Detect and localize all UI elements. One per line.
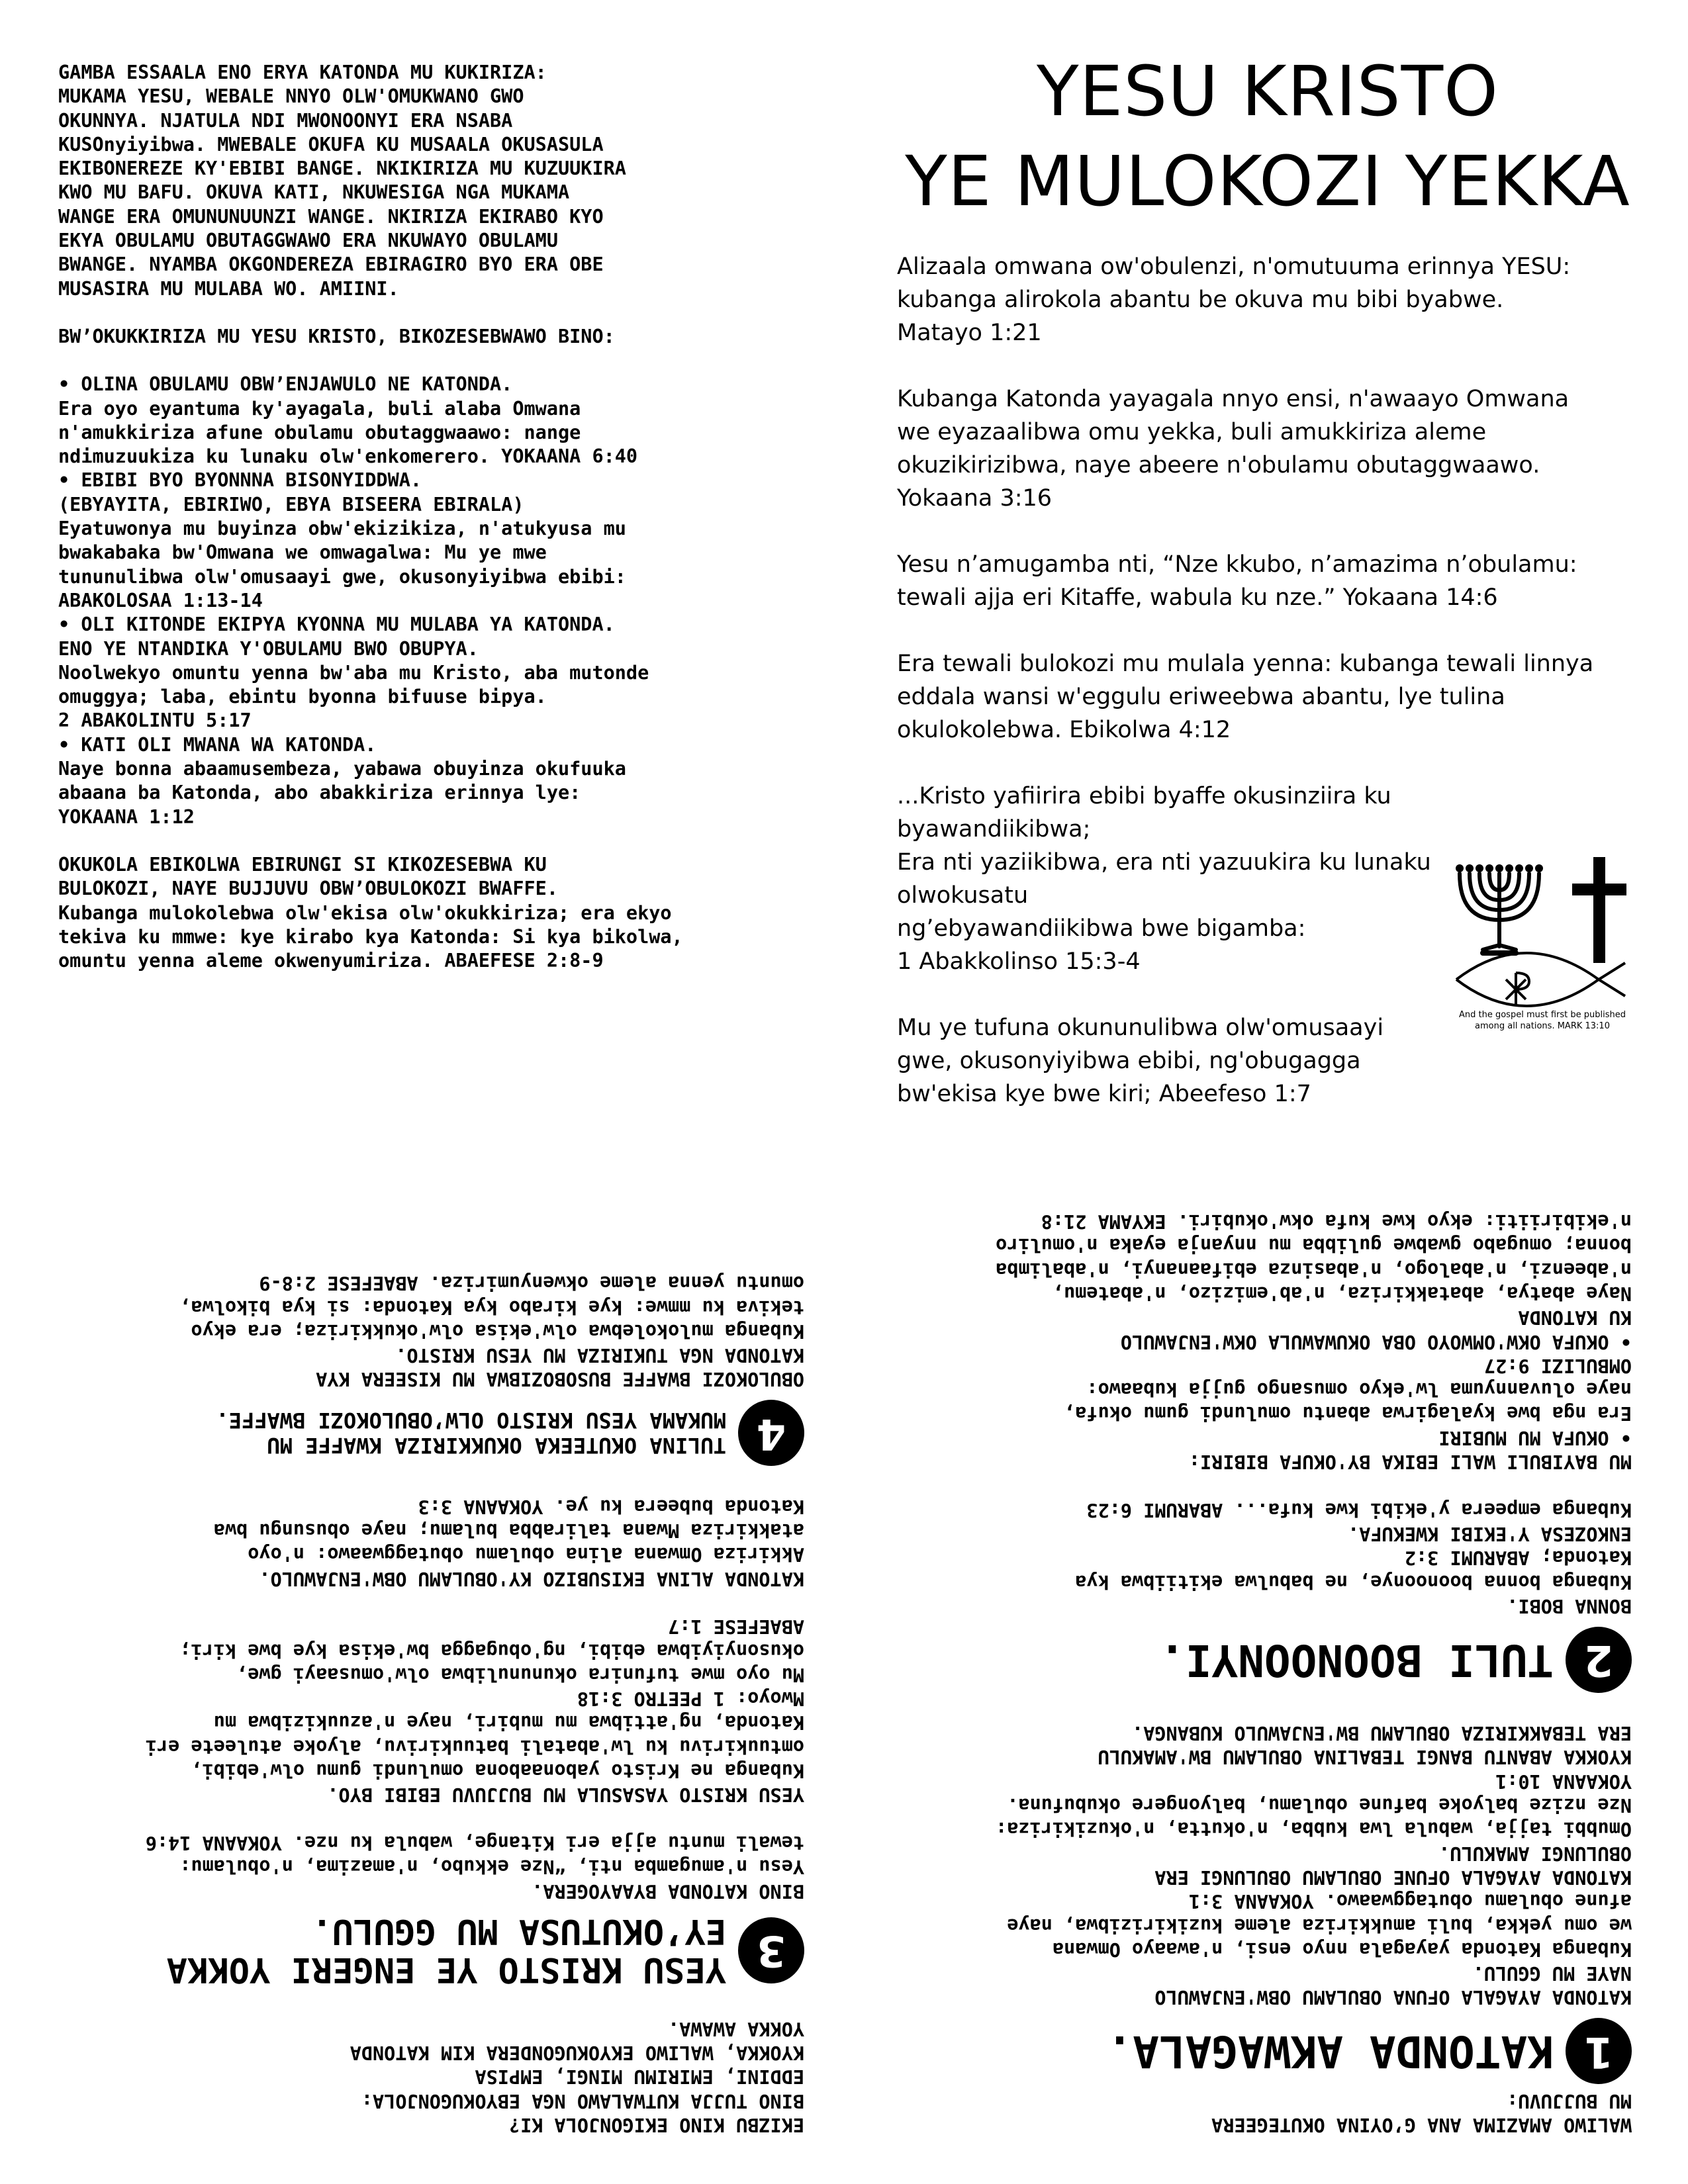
section-2-title: TULI BOONOONYI. (1158, 1634, 1554, 1686)
section-1-title: KATONDA AKWAGALA. (1106, 2026, 1554, 2077)
emblem-caption: And the gospel must first be published among all nations. MARK 13:10 (1458, 1010, 1626, 1031)
menorah-icon (1456, 864, 1543, 953)
inside-right-panel (890, 1104, 1632, 2136)
section-4-number: 4 (738, 1400, 804, 1466)
section-2-body: BONNA BOBI. Kubanga bonna boonoonye, ne babulwa ekitiibwa kya Katonda; ABARUMI 3:2 ENKOZESA Y'EKIBI KWEKUFA. Kubanga empeera y'ekibi kwe kufa... ABARUMI 6:23 MU BAYIBULI WALI EBIKA BY'OKUFA BIBIRI: • OKUFA MU MUBIRI Era nga bwe kyalagirwa abantu omulundi gumu okufa, naye oluvannyuma lw'ekyo omusango gujja kubaawo: OMBULIZI 9:27 • OKUFA OKW'OMWOYO OBA OKUWAWULA OKW'ENJAWULO KU KATONDA Naye abatya, abatakkiriza, n'ab'emizizo, n'abatemu, n'abeenzi, n'abalogo, n'abasinza ebifaananyi, n'abalimba bonna; omugabo gwabwe gulibba mu nnyanja eyaka n'omuliro n'ekibiriiti: ekyo kwe kufa okw'okubiri. EKYAMA 21:8 (996, 1210, 1632, 1617)
section-1-body: KATONDA AYAGALA OFUNA OBULAMU OBW'ENJAWULO NAYE MU GGULU. Kubanga Katonda yayagala nnyo ensi, n'awaayo Omwana we omu yekka, buli amukkiriza aleme kuzikirizibwa, naye afune obulamu obutaggwaawo. YOKAANA 3:1 KATONDA AYAGALA OFUNE OBULAMU OBULUNGI ERA OBULUNGI AMAKULU. Omubbi tajja, wabula lwa kubba, n'okutta, n'okuzikiriza: Nze nzize balyoke bafune obulamu, balyongere okubufuna. YOKAANA 10:1 KYOKKA ABANTU BANGI TEBALINA OBULAMU BW'AMAKULU ERA TEBAKKIRIZA OBULAMU BW'ENJAWULO KUBANGA. (996, 1722, 1632, 2009)
section-3-body: BINO KATONDA BYAAYOGERA. Yesu n'amugamba nti, “Nze ekkubo, n'amazima, n'obulamu: tewali muntu ajja eri Kitange, wabula ku nze. YOKAANA 14:6 YESU KRISTO YASASULA MU BUJJUVU EBIBI BYO. Kubanga ne Kristo yabonaabona omulundi gumu olw'ebibi, omtuukirivu ku lw'abatali batuukirivu, alyoke atuleete eri Katonda, ng'attibwa mu mubiri, naye n'azuukizibwa mu Mwoyo: 1 PEETRO 3:18 Mu oyo mwe tufunira okununulibwa olw'omusaayi gwe, okusonyiyibwa ebibi, ng'obugagga bw'ekisa kye bwe kiri; ABAEFESE 1:7 KATONDA ALINA EKISUBIZO KY'OBULAMU OBW'ENJAWULO. Akkiriza Omwana alina obulamu obutaggwaawo: n'oyo atakkiriza Mwana talirabba bulamu; naye obusungu bwa Katonda bubeera ku ye. YOKAANA 3:3 (145, 1495, 804, 1902)
inside-left-panel (63, 1104, 804, 2136)
section-4-body: OBULOKOZI BWAFFE BUSOBOZIBWA MU KISEERA KYA KATONDA NGA TUKIRIZA MU YESU KRISTO. Kubanga mulokolebwa olw'ekisa olw'okukkiriza; era ekyo tekiva ku mmwe: kye kirabo kya Katonda: si kya bikolwa, omuntu yenna aleme okwenyumiriza. ABAEFESE 2:8-9 (179, 1272, 804, 1390)
intro-question: EKIZBU KINO EKIGONJOLA KI? BINO TUJJA KUTWALAWO NGA EBYOKUGONJOLA: EDDINI, EMIRIMU MINGI, EMPISA KYOKKA, WALIWO EKYOKUGONDERA KIM KATONDA YOKKA AWAWA. (350, 2017, 804, 2136)
section-3-header (63, 1912, 804, 1989)
section-4-header (63, 1400, 804, 1466)
verse-abeefeso: Mu ye tufuna okununulibwa olw'omusaayi gwe, okusonyiyibwa ebibi, ng'obugagga bw'ekisa kye bwe kiri; Abeefeso 1:7 (897, 1015, 1384, 1107)
section-2-number: 2 (1566, 1627, 1632, 1693)
benefits-heading: BW’OKUKKIRIZA MU YESU KRISTO, BIKOZESEBWAWO BINO: (58, 325, 615, 347)
section-3-title: YESU KRISTO YE ENGERI YOKKA EY’OKUTUSA MU GGULU. (166, 1911, 726, 1989)
verse-ebikolwa: Era tewali bulokozi mu mulala yenna: kubanga tewali linnya eddala wansi w'eggulu eriweebwa abantu, lye tulina okulokolebwa. Ebikolwa 4:12 (897, 651, 1594, 743)
section-4-title: TULINA OKUTEEKA OKUKKIRIZA KWAFFE MU MUKAMA YESU KRISTO OLW’OBULOKOZI BWAFFE. (216, 1408, 726, 1459)
verse-yokaana-14-6: Yesu n’amugamba nti, “Nze kkubo, n’amazima n’obulamu: tewali ajja eri Kitaffe, wabula ku nze.” Yokaana 14:6 (897, 551, 1577, 611)
good-works-paragraph: OKUKOLA EBIKOLWA EBIRUNGI SI KIKOZESEBWA KU BULOKOZI, NAYE BUJJUVU OBW’OBULOKOZI BWAFFE. Kubanga mulokolebwa olw'ekisa olw'okukkiriza; era ekyo tekiva ku mmwe: kye kirabo kya Katonda: Si kya bikolwa, omuntu yenna aleme okwenyumiriza. ABAEFESE 2:8-9 (58, 853, 683, 972)
section-3-number: 3 (738, 1917, 804, 1983)
verse-matayo: Alizaala omwana ow'obulenzi, n'omutuuma erinnya YESU: kubanga alirokola abantu be okuva mu bibi byabwe. Matayo 1:21 (897, 253, 1571, 346)
verse-yokaana-3-16: Kubanga Katonda yayagala nnyo ensi, n'awaayo Omwana we eyazaalibwa omu yekka, buli amukkiriza aleme okuzikirizibwa, naye abeere n'obulamu obutaggwaawo. Yokaana 3:16 (897, 386, 1570, 512)
section-1-number: 1 (1566, 2018, 1632, 2084)
truths-intro: WALIWO AMAZIMA ANA G’OYINA OKUTEGEERA MU BUJJUVU: (1211, 2089, 1632, 2136)
cross-icon (1572, 857, 1626, 963)
prayer-panel (58, 61, 820, 997)
verse-abakkolinso: ...Kristo yafiirira ebibi byaffe okusinziira ku byawandiikibwa; Era nti yaziikibwa, era nti yazuukira ku lunaku olwokusatu ng’ebyawandiikibwa bwe bigamba: 1 Abakkolinso 15:3-4 (897, 783, 1431, 975)
cover-title-line-2: YE MULOKOZI YEKKA (905, 141, 1630, 222)
section-2-header (890, 1627, 1632, 1693)
cover-title-line-1: YESU KRISTO (1037, 51, 1499, 132)
cover-title (887, 46, 1648, 226)
section-1-header (890, 2018, 1632, 2084)
prayer-paragraph: GAMBA ESSAALA ENO ERYA KATONDA MU KUKIRIZA: MUKAMA YESU, WEBALE NNYO OLW'OMUKWANO GWO OKUNNYA. NJATULA NDI MWONOONYI ERA NSABA KUSOnyiyibwa. MWEBALE OKUFA KU MUSAALA OKUSASULA EKIBONEREZE KY'EBIBI BANGE. NKIKIRIZA MU KUZUUKIRA KWO MU BAFU. OKUVA KATI, NKUWESIGA NGA MUKAMA WANGE ERA OMUNUNUUNZI WANGE. NKIRIZA EKIRABO KYO EKYA OBULAMU OBUTAGGWAWO ERA NKUWAYO OBULAMU BWANGE. NYAMBA OKGONDEREZA EBIRAGIRO BYO ERA OBE MUSASIRA MU MULABA WO. AMIINI. (58, 62, 626, 300)
benefits-list: • OLINA OBULAMU OBW’ENJAWULO NE KATONDA. Era oyo eyantuma ky'ayagala, buli alaba Omwana n'amukkiriza afune obulamu obutaggwaawo: nange ndimuzuukiza ku lunaku olw'enkomerero. YOKAANA 6:40 • EBIBI BYO BYONNNA BISONYIDDWA. (EBYAYITA, EBIRIWO, EBYA BISEERA EBIRALA) Eyatuwonya mu buyinza obw'ekizikiza, n'atukyusa mu bwakabaka bw'Omwana we omwagalwa: Mu ye mwe tununulibwa olw'omusaayi gwe, okusonyiyibwa ebibi: ABAKOLOSAA 1:13-14 • OLI KITONDE EKIPYA KYONNA MU MULABA YA KATONDA. ENO YE NTANDIKA Y'OBULAMU BWO OBUPYA. Noolwekyo omuntu yenna bw'aba mu Kristo, aba mutonde omuggya; laba, ebintu byonna bifuuse bipya. 2 ABAKOLINTU 5:17 • KATI OLI MWANA WA KATONDA. Naye bonna abaamusembeza, yabawa obuyinza okufuuka abaana ba Katonda, abo abakkiriza erinnya lye: YOKAANA 1:12 (58, 373, 649, 828)
